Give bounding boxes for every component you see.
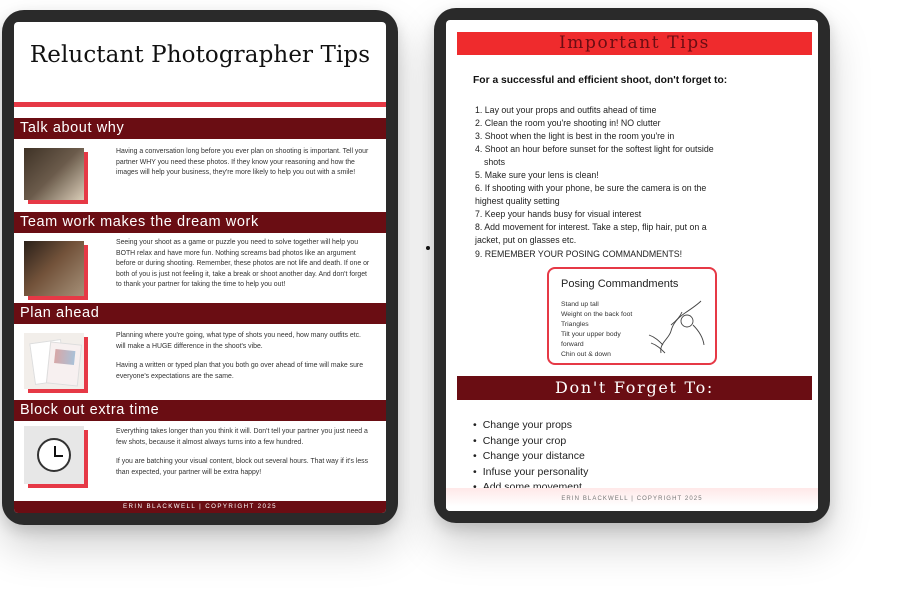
tip-line: shots: [484, 157, 506, 168]
photo-thumbnail-2: [24, 241, 84, 296]
dont-forget-item: • Change your distance: [473, 449, 588, 465]
section-paragraph: If you are batching your visual content, block out several hours. That way if it's less than expected, your partner will be extra happy!: [116, 458, 369, 476]
tablet-right: [434, 8, 830, 523]
left-page-screen: [14, 22, 386, 513]
section-paragraph: Planning where you're going, what type of shots you need, how many outfits etc. will make a HUGE difference in the shoot's vibe.: [116, 332, 361, 350]
section-paragraph: Having a conversation long before you ever plan on shooting is important. Tell your partner WHY you need these photos. If they know your reasoning and how the images will help your business, they're more likely to help you out with a smile!: [116, 148, 369, 177]
dont-forget-item: • Change your props: [473, 418, 588, 434]
footer-copyright: ERIN BLACKWELL | COPYRIGHT 2025: [446, 488, 818, 511]
tip-line: 4. Shoot an hour before sunset for the softest light for outside: [475, 144, 714, 155]
section-heading-plan-ahead: Plan ahead: [14, 303, 386, 324]
tip-line: 7. Keep your hands busy for visual interest: [475, 209, 642, 220]
posing-item: Chin out & down: [561, 350, 611, 358]
posing-item: forward: [561, 340, 584, 348]
posing-item: Tilt your upper body: [561, 330, 621, 338]
tablet-camera: [426, 246, 430, 250]
section-paragraph: Seeing your shoot as a game or puzzle you need to solve together will help you BOTH relax and have more fun. Nothing screams bad photos like an argument before or during shooting. Remember, these photos are not life and death. If one or both of you is just not feeling it, take a break or shoot another day. And don't forget to thank your partner for taking the time to help you out!: [116, 239, 370, 289]
dont-forget-item: • Change your crop: [473, 434, 588, 450]
dont-forget-title: Don't Forget To:: [457, 376, 812, 400]
tip-line: highest quality setting: [475, 196, 560, 207]
title-divider: [14, 102, 386, 107]
section-text-talk-about-why: [116, 147, 372, 188]
tip-line: jacket, put on glasses etc.: [475, 235, 577, 246]
posing-commandments-box: [547, 267, 717, 365]
photo-thumbnail-3: [24, 333, 84, 389]
tip-line: 3. Shoot when the light is best in the room you're in: [475, 131, 675, 142]
tip-line: 8. Add movement for interest. Take a step, flip hair, put on a: [475, 222, 707, 233]
photo-thumbnail-4: [24, 426, 84, 484]
tip-line: 9. REMEMBER YOUR POSING COMMANDMENTS!: [475, 248, 683, 259]
right-page-screen: [446, 20, 818, 511]
tip-line: 1. Lay out your props and outfits ahead of time: [475, 105, 657, 115]
tip-line: 6. If shooting with your phone, be sure the camera is on the: [475, 183, 707, 194]
section-heading-team-work: Team work makes the dream work: [14, 212, 386, 233]
tips-subheading: For a successful and efficient shoot, don't forget to:: [473, 75, 728, 86]
photo-thumbnail-1: [24, 148, 84, 200]
woman-sketch-illustration: [641, 295, 711, 359]
dont-forget-list: [473, 418, 588, 496]
dont-forget-item: • Infuse your personality: [473, 465, 588, 481]
section-paragraph: Having a written or typed plan that you both go over ahead of time will make sure everyone's expectations are the same.: [116, 362, 364, 380]
posing-commandments-title: Posing Commandments: [561, 278, 679, 290]
posing-item: Stand up tall: [561, 301, 599, 308]
important-tips-list: [475, 104, 775, 261]
clock-hand: [54, 455, 63, 457]
important-tips-title: Important Tips: [457, 32, 812, 55]
posing-item: Weight on the back foot: [561, 310, 633, 318]
section-paragraph: Everything takes longer than you think it will. Don't tell your partner you just need a few shots, because it almost always turns into a few hundred.: [116, 428, 368, 446]
tip-line: 2. Clean the room you're shooting in! NO clutter: [475, 118, 661, 129]
section-text-block-out-extra-time: [116, 427, 372, 487]
tip-line: 5. Make sure your lens is clean!: [475, 170, 599, 181]
posing-commandments-list: [561, 300, 632, 359]
page-title: Reluctant Photographer Tips: [29, 42, 371, 68]
section-text-team-work: [116, 238, 372, 300]
paper-sheet: [46, 341, 82, 386]
section-heading-block-out-extra-time: Block out extra time: [14, 400, 386, 421]
section-text-plan-ahead: [116, 331, 372, 391]
posing-item: Triangles: [561, 320, 589, 328]
clock-icon: [37, 438, 71, 472]
tablet-left: [2, 10, 398, 525]
section-heading-talk-about-why: Talk about why: [14, 118, 386, 139]
footer-copyright: ERIN BLACKWELL | COPYRIGHT 2025: [14, 501, 386, 513]
